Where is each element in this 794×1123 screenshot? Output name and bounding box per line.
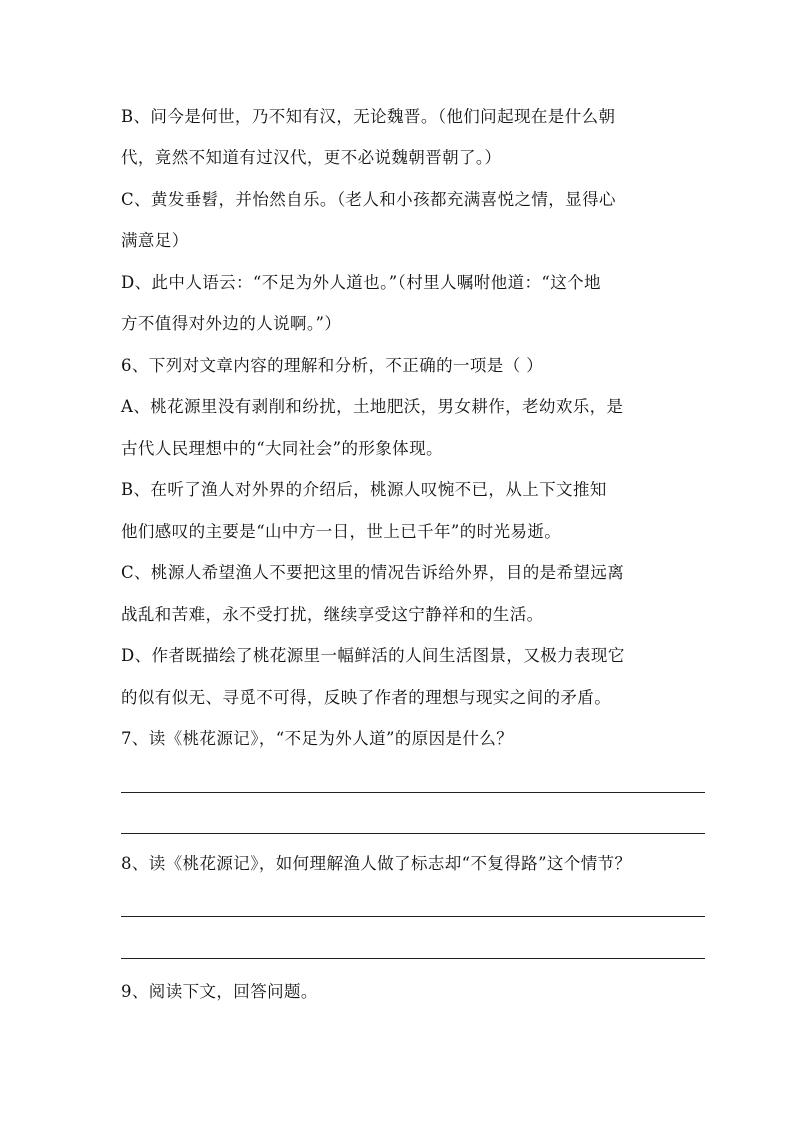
q6-option-d-line-1: D、作者既描绘了桃花源里一幅鲜活的人间生活图景，又极力表现它 [121, 646, 625, 665]
q6-option-b-line-1: B、在听了渔人对外界的介绍后，桃源人叹惋不已，从上下文推知 [121, 480, 607, 499]
q5-option-d-line-2: 方不值得对外边的人说啊。”） [121, 314, 342, 333]
q8-question: 8、读《桃花源记》，如何理解渔人做了标志却“不复得路”这个情节？ [121, 854, 632, 873]
q7-question: 7、读《桃花源记》，“不足为外人道”的原因是什么？ [121, 729, 514, 748]
q7-answer-line-2[interactable] [121, 833, 705, 834]
q6-option-c-line-1: C、桃源人希望渔人不要把这里的情况告诉给外界，目的是希望远离 [121, 563, 625, 582]
q5-option-d-line-1: D、此中人语云：“不足为外人道也。”（村里人嘱咐他道：“这个地 [121, 273, 601, 292]
q8-answer-line-1[interactable] [121, 916, 705, 917]
q6-option-a-line-1: A、桃花源里没有剥削和纷扰，土地肥沃，男女耕作，老幼欢乐，是 [121, 397, 624, 416]
q5-option-c-line-1: C、黄发垂髫，并怡然自乐。（老人和小孩都充满喜悦之情，显得心 [121, 190, 616, 209]
q6-option-d-line-2: 的似有似无、寻觅不可得，反映了作者的理想与现实之间的矛盾。 [121, 688, 612, 707]
q5-option-c-line-2: 满意足） [121, 231, 189, 250]
q9-question: 9、阅读下文，回答问题。 [121, 982, 318, 1001]
q5-option-b-line-1: B、问今是何世，乃不知有汉，无论魏晋。（他们问起现在是什么朝 [121, 107, 616, 126]
q7-answer-line-1[interactable] [121, 792, 705, 793]
q6-option-a-line-2: 古代人民理想中的“大同社会”的形象体现。 [121, 439, 443, 458]
q6-question: 6、下列对文章内容的理解和分析，不正确的一项是（ ） [121, 356, 544, 375]
q5-option-b-line-2: 代，竟然不知道有过汉代，更不必说魏朝晋朝了。） [121, 148, 502, 167]
q8-answer-line-2[interactable] [121, 958, 705, 959]
q6-option-c-line-2: 战乱和苦难，永不受打扰，继续享受这宁静祥和的生活。 [121, 605, 544, 624]
q6-option-b-line-2: 他们感叹的主要是“山中方一日，世上已千年”的时光易逝。 [121, 522, 562, 541]
